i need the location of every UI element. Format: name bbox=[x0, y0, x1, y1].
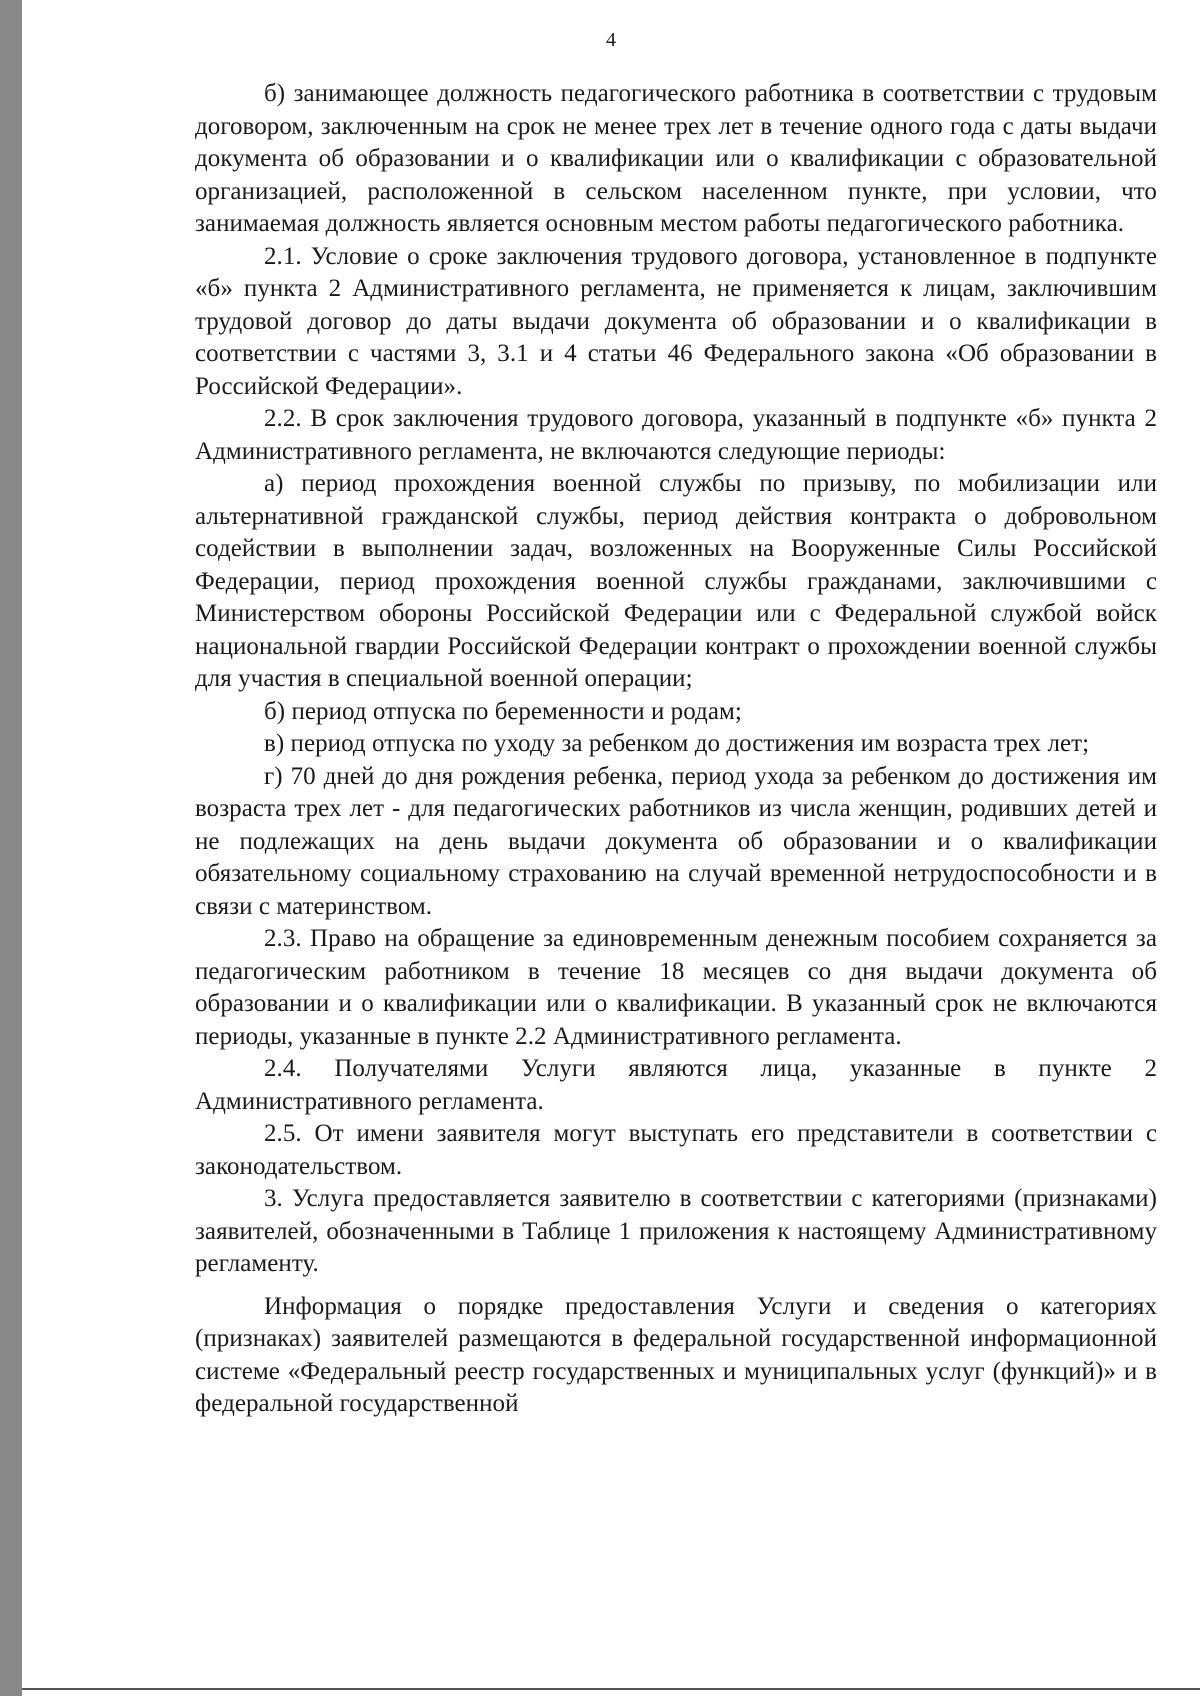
paragraph-3: 3. Услуга предоставляется заявителю в соответствии с категориями (признаками) заявителей, обозначенными в Таблице 1 приложения к настоящему Административному регламенту. bbox=[195, 1185, 1157, 1277]
paragraph-2-2-g: г) 70 дней до дня рождения ребенка, период ухода за ребенком до достижения им возраста трех лет - для педагогических работников из числа женщин, родивших детей и не подлежащих на день выдачи документа об образовании и о квалификации обязательному социальному страхованию на случай временной нетрудоспособности и в связи с материнством. bbox=[195, 762, 1157, 920]
paragraph-2-5: 2.5. От имени заявителя могут выступать его представители в соответствии с законодательством. bbox=[195, 1120, 1157, 1180]
scan-left-margin bbox=[0, 0, 22, 1696]
paragraph-2-3: 2.3. Право на обращение за единовременным денежным пособием сохраняется за педагогическим работником в течение 18 месяцев со дня выдачи документа об образовании и о квалификации или о квалификации. В указанный срок не включаются периоды, указанные в пункте 2.2 Административного регламента. bbox=[195, 925, 1157, 1050]
document-body bbox=[195, 78, 1157, 1421]
paragraph-2-2-b: б) период отпуска по беременности и родам; bbox=[264, 697, 742, 725]
paragraph-2-2-a: а) период прохождения военной службы по призыву, по мобилизации или альтернативной гражданской службы, период действия контракта о добровольном содействии в выполнении задач, возложенных на Вооруженные Силы Российской Федерации, период прохождения военной службы гражданами, заключившими с Министерством обороны Российской Федерации или с Федеральной службой войск национальной гвардии Российской Федерации контракт о прохождении военной службы для участия в специальной военной операции; bbox=[195, 470, 1157, 692]
page-number: 4 bbox=[606, 29, 616, 51]
paragraph-2-1: 2.1. Условие о сроке заключения трудового договора, установленное в подпункте «б» пункта 2 Административного регламента, не применяется к лицам, заключившим трудовой договор до даты выдачи документа об образовании и о квалификации в соответствии с частями 3, 3.1 и 4 статьи 46 Федерального закона «Об образовании в Российской Федерации». bbox=[195, 242, 1157, 400]
paragraph-b-position: б) занимающее должность педагогического работника в соответствии с трудовым договором, заключенным на срок не менее трех лет в течение одного года с даты выдачи документа об образовании и о квалификации или о квалификации с образовательной организацией, расположенной в сельском населенном пункте, при условии, что занимаемая должность является основным местом работы педагогического работника. bbox=[195, 80, 1157, 237]
page-bottom-edge bbox=[22, 1688, 1200, 1690]
paragraph-2-4: 2.4. Получателями Услуги являются лица, указанные в пункте 2 Административного регламента. bbox=[195, 1055, 1157, 1115]
paragraph-information: Информация о порядке предоставления Услуги и сведения о категориях (признаках) заявителей размещаются в федеральной государственной информационной системе «Федеральный реестр государственных и муниципальных услуг (функций)» и в федеральной государственной bbox=[195, 1292, 1157, 1417]
paragraph-2-2-v: в) период отпуска по уходу за ребенком до достижения им возраста трех лет; bbox=[264, 730, 1090, 757]
paragraph-2-2: 2.2. В срок заключения трудового договора, указанный в подпункте «б» пункта 2 Административного регламента, не включаются следующие периоды: bbox=[195, 405, 1157, 465]
document-page bbox=[22, 0, 1200, 1696]
